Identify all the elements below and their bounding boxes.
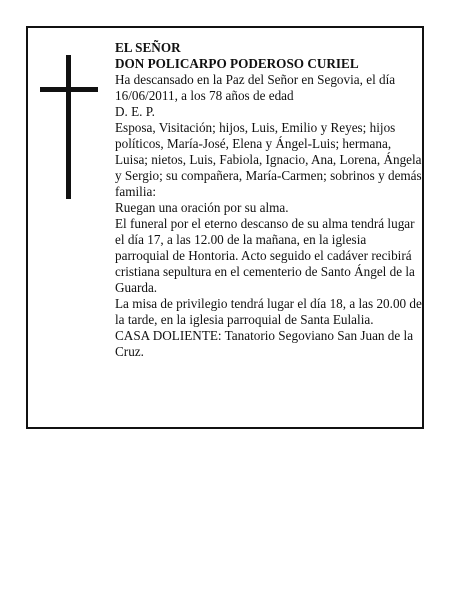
obituary-notice: [26, 26, 424, 429]
family-list: Esposa, Visitación; hijos, Luis, Emilio y Reyes; hijos políticos, María-José, Elena y Ángel-Luis; hermana, Luisa; nietos, Luis, Fabiola, Ignacio, Ana, Lorena, Ángela y Sergio; su compañera, María-Carmen; sobrinos y demás familia:: [115, 120, 422, 199]
notice-title-line1: EL SEÑOR: [115, 40, 181, 55]
cross-horizontal-bar: [40, 87, 98, 92]
deceased-name: DON POLICARPO PODEROSO CURIEL: [115, 56, 359, 71]
latin-cross-icon: [40, 55, 100, 199]
death-announcement: Ha descansado en la Paz del Señor en Segovia, el día 16/06/2011, a los 78 años de edad: [115, 72, 396, 103]
mourning-house: CASA DOLIENTE: Tanatorio Segoviano San Juan de la Cruz.: [115, 328, 414, 359]
funeral-details: El funeral por el eterno descanso de su alma tendrá lugar el día 17, a las 12.00 de la mañana, en la iglesia parroquial de Hontoria. Acto seguido el cadáver recibirá cristiana sepultura en el cementerio de Santo Ángel de la Guarda.: [115, 216, 415, 295]
cross-vertical-bar: [66, 55, 71, 199]
mass-details: La misa de privilegio tendrá lugar el día 18, a las 20.00 de la tarde, en la iglesia parroquial de Santa Eulalia.: [115, 296, 422, 327]
prayer-request: Ruegan una oración por su alma.: [115, 200, 289, 215]
rip-abbreviation: D. E. P.: [115, 104, 155, 119]
notice-text: [115, 40, 423, 360]
